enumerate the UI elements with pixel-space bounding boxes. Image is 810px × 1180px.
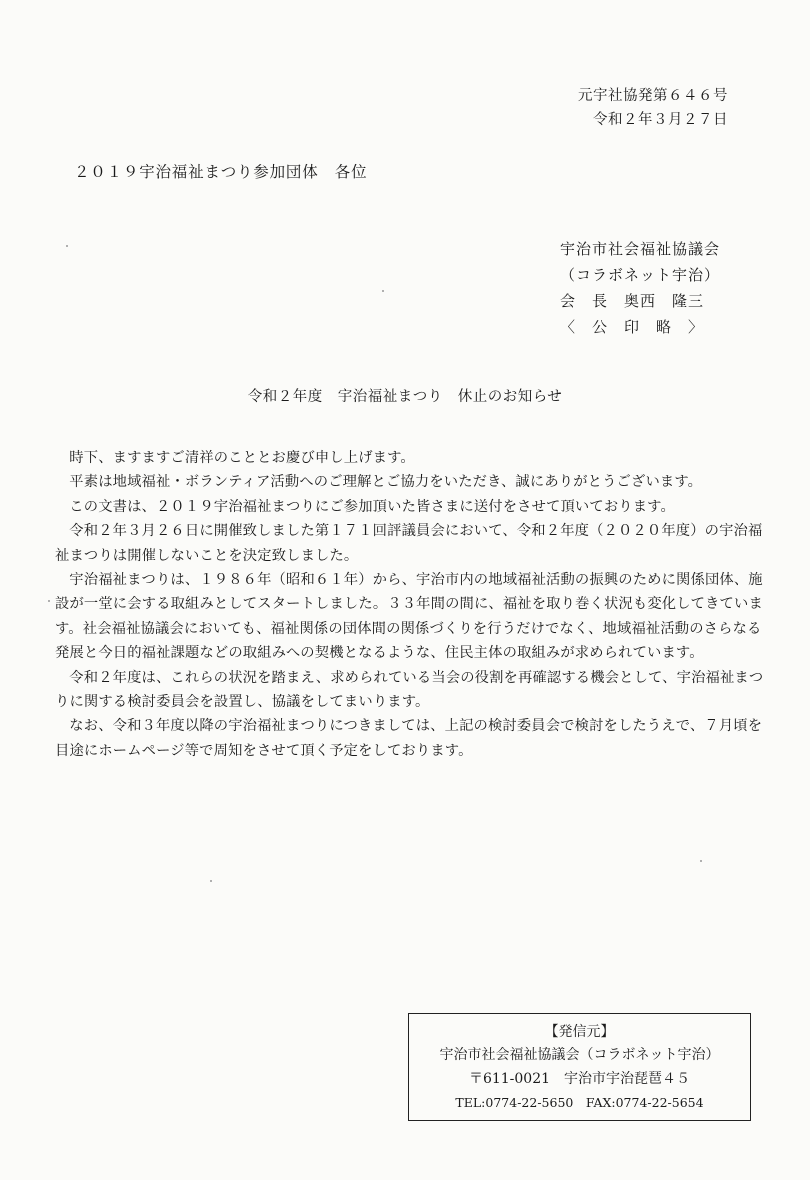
issuer-contact: TEL:0774-22-5650 FAX:0774-22-5654 [455, 1095, 704, 1110]
paragraph: なお、令和３年度以降の宇治福祉まつりにつきましては、上記の検討委員会で検討をしたうえで、７月頃を目途にホームページ等で周知をさせて頂く予定をしております。 [55, 718, 763, 759]
scan-speck [48, 600, 50, 602]
recipient-line: ２０１９宇治福祉まつり参加団体 各位 [74, 163, 368, 181]
paragraph: この文書は、２０１９宇治福祉まつりにご参加頂いた皆さまに送付をさせて頂いております。 [69, 498, 675, 515]
scan-speck [66, 245, 68, 247]
document-number: 元宇社協発第６４６号 [578, 88, 728, 104]
body-text [55, 446, 765, 763]
paragraph: 令和２年３月２６日に開催致しました第１７１回評議員会において、令和２年度（２０２０年度）の宇治福祉まつりは開催しないことを決定致しました。 [55, 523, 763, 564]
paragraph: 時下、ますますご清祥のこととお慶び申し上げます。 [69, 450, 415, 466]
seal-omitted-note: 〈 公 印 略 〉 [560, 318, 705, 336]
issuer-org: 宇治市社会福祉協議会（コラボネット宇治） [439, 1047, 720, 1063]
scan-speck [700, 860, 702, 862]
scan-speck [210, 880, 212, 882]
document-date: 令和２年３月２７日 [593, 112, 728, 128]
scan-speck [382, 290, 384, 292]
sender-org: 宇治市社会福祉協議会 [560, 240, 721, 258]
paragraph: 平素は地域福祉・ボランティア活動へのご理解とご協力をいただき、誠にありがとうございます。 [69, 474, 703, 491]
document-header [578, 84, 728, 132]
sender-block [560, 236, 720, 340]
paragraph: 宇治福祉まつりは、１９８６年（昭和６１年）から、宇治市内の地域福祉活動の振興のために関係団体、施設が一堂に会する取組みとしてスタートしました。３３年間の間に、福祉を取り巻く状況も変化してきています。社会福祉協議会においても、福祉関係の団体間の関係づくりを行うだけでなく、地域福祉活動のさらなる発展と今日的福祉課題などの取組みへの契機となるような、住民主体の取組みが求められています。 [55, 572, 763, 662]
sender-alias: （コラボネット宇治） [560, 266, 721, 284]
issuer-address: 〒611-0021 宇治市宇治琵琶４５ [468, 1071, 691, 1087]
document-title: 令和２年度 宇治福祉まつり 休止のお知らせ [247, 389, 563, 405]
issuer-box [408, 1013, 751, 1121]
paragraph: 令和２年度は、これらの状況を踏まえ、求められている当会の役割を再確認する機会として、宇治福祉まつりに関する検討委員会を設置し、協議をしてまいります。 [55, 669, 764, 711]
sender-chair: 会 長 奥西 隆三 [560, 292, 705, 310]
issuer-heading: 【発信元】 [544, 1024, 615, 1040]
